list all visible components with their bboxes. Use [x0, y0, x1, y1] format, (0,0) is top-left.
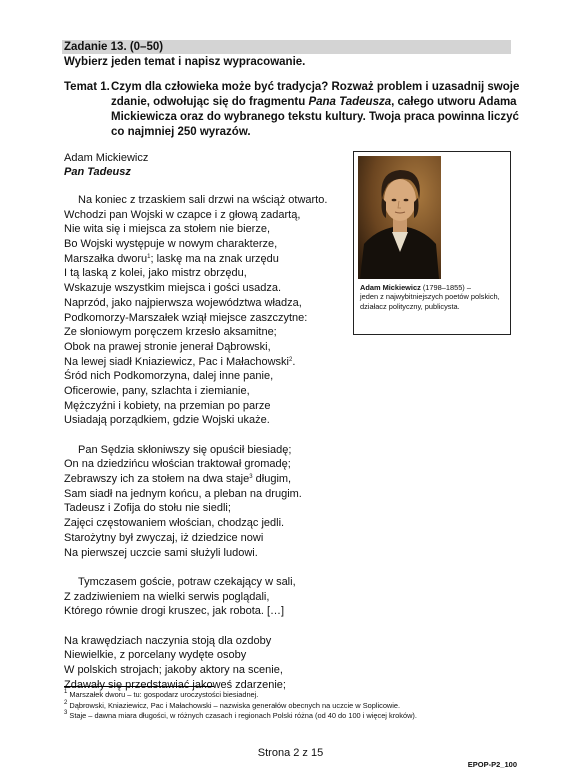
poem-fragment: ; laskę ma na znak urzędu: [150, 252, 279, 265]
task-title: Zadanie 13. (0–50): [62, 40, 511, 54]
stanza-gap: [64, 619, 327, 634]
poem-fragment: .: [292, 355, 296, 368]
poem-line: Z zadziwieniem na wielki serwis poglądali,: [64, 590, 270, 603]
poem-line: Sam siadł na jednym końcu, a pleban na drugim.: [64, 487, 302, 500]
footnote: [64, 690, 417, 701]
poem-line: Którego równie drogi kruszec, jak robota. […]: [64, 605, 285, 618]
footnote-text: Marszałek dworu – tu: gospodarz uroczystości biesiadnej.: [67, 690, 259, 699]
caption-name: Adam Mickiewicz: [360, 283, 421, 292]
poem-line: Śród nich Podkomorzyna, dalej inne panie,: [64, 370, 274, 383]
stanza-gap: [64, 560, 327, 575]
page-number: Strona 2 z 15: [257, 747, 324, 759]
poem-fragment: Na lewej siadł Kniaziewicz, Pac i Małachowski: [64, 355, 289, 368]
poem-fragment: Zebrawszy ich za stołem na dwa staje: [64, 473, 250, 486]
topic-line: [111, 95, 517, 110]
poem-line: Podkomorzy-Marszałek wziął miejsce zaszczytne:: [64, 311, 308, 324]
poem-line: Mężczyźni i kobiety, na przemian po parze: [64, 399, 271, 412]
caption-description: jeden z najwybitniejszych poetów polskich, działacz polityczny, publicysta.: [360, 292, 500, 311]
poem-line: Na pierwszej uczcie sami służyli ludowi.: [64, 546, 258, 559]
poem-line: Zdawały się przedstawiać jakoweś zdarzenie;: [64, 678, 286, 691]
poem-line: Oficerowie, pany, szlachta i ziemianie,: [64, 384, 250, 397]
topic-line: co najmniej 250 wyrazów.: [111, 126, 251, 138]
task-instruction: Wybierz jeden temat i napisz wypracowanie.: [64, 56, 306, 68]
poem-text: [64, 193, 327, 692]
poem-line: I tą laską z kolei, jako mistrz obrzędu,: [64, 267, 247, 280]
footnote-number: 2: [64, 699, 68, 706]
poem-line: Niewielkie, z porcelany wydęte osoby: [64, 649, 247, 662]
poem-line: Zajęci częstowaniem włościan, chodząc jedli.: [64, 517, 285, 530]
poem-line: Ze słoniowym poręczem krzesło aksamitne;: [64, 326, 277, 339]
footnote-text: Dąbrowski, Kniaziewicz, Pac i Małachowski – nazwiska generałów obecnych na uczcie w Soplicowie.: [67, 700, 401, 710]
poem-line: [64, 472, 327, 487]
footnote-number: 3: [64, 710, 68, 716]
poem-line: Na krawędziach naczynia stoją dla ozdoby: [64, 634, 272, 647]
topic-title-italic: Pana Tadeusza: [308, 96, 392, 108]
poem-line: Wskazuje wszystkim miejsca i gości usadza.: [64, 282, 282, 295]
poem-line: Naprzód, jako najpierwsza województwa władza,: [64, 296, 302, 309]
topic-line: Czym dla człowieka może być tradycja? Rozważ problem i uzasadnij swoje: [111, 81, 520, 93]
footnote: [64, 711, 417, 722]
poem-fragment: Marszałka dworu: [64, 252, 148, 265]
topic-text: [111, 80, 520, 140]
portrait-caption: [360, 283, 508, 311]
poem-fragment: długim,: [252, 473, 292, 486]
poem-line: Nie wita się i miejsca za stołem nie bierze,: [64, 223, 271, 236]
footnote-text: Staje – dawna miara długości, w różnych czasach i regionach Polski różna (od 40 do 100 i więcej kroków).: [67, 711, 417, 720]
poem-line: Tymczasem goście, potraw czekający w sali,: [78, 575, 296, 588]
poem-line: Wchodzi pan Wojski w czapce i z głową zadartą,: [64, 208, 301, 221]
topic-line: Mickiewicza oraz do wybranego tekstu kultury. Twoja praca powinna liczyć: [111, 111, 519, 123]
footnotes: [64, 690, 417, 722]
topic-label: Temat 1.: [64, 81, 110, 93]
poem-line: Pan Sędzia skłoniwszy się opuścił biesiadę;: [78, 443, 292, 456]
source-author: Adam Mickiewicz: [64, 152, 149, 164]
poem-line: Tadeusz i Zofija do stołu nie siedli;: [64, 502, 231, 515]
topic-fragment: zdanie, odwołując się do fragmentu: [111, 96, 306, 108]
poem-line: [64, 252, 327, 267]
footnote-number: 1: [64, 689, 68, 695]
poem-line: Usiadają porządkiem, gdzie Wojski ukaże.: [64, 414, 270, 427]
portrait-image: [358, 156, 441, 279]
source-work-title: Pan Tadeusz: [64, 166, 131, 178]
poem-line: Starożytny był zwyczaj, iż dziedzice nowi: [64, 531, 264, 544]
footnote: [64, 701, 417, 712]
footnote-ref: 2: [288, 356, 293, 363]
exam-code: EPOP-P2_100: [467, 760, 517, 769]
poem-line: On na dziedzińcu włościan traktował gromadę;: [64, 458, 291, 471]
stanza-gap: [64, 428, 327, 443]
poem-line: Na koniec z trzaskiem sali drzwi na wściąż otwarto.: [78, 194, 328, 206]
poem-line: [64, 355, 327, 370]
footnote-divider: [64, 686, 214, 687]
footnote-ref: 1: [147, 253, 151, 260]
poem-line: W polskich strojach; jakoby aktory na scenie,: [64, 664, 283, 676]
footnote-ref: 3: [249, 474, 253, 481]
caption-dates: (1798–1855) –: [420, 283, 471, 292]
poem-line: Obok na prawej stronie jenerał Dąbrowski,: [64, 340, 271, 353]
portrait-box: [353, 151, 511, 335]
poem-line: Bo Wojski występuje w nowym charakterze,: [64, 238, 278, 251]
topic-fragment: , całego utworu Adama: [391, 96, 517, 108]
